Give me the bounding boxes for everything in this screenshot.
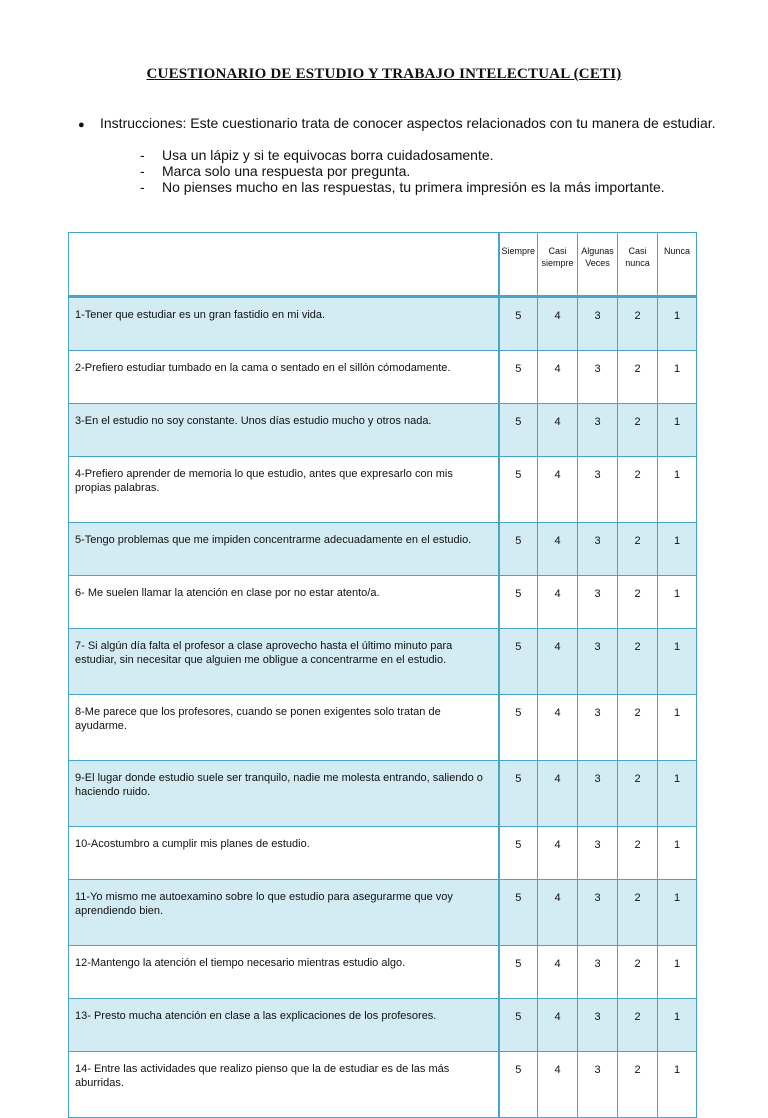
question-text: 3-En el estudio no soy constante. Unos días estudio mucho y otros nada. <box>69 404 499 457</box>
question-text: 14- Entre las actividades que realizo pienso que la de estudiar es de las más aburridas. <box>69 1052 499 1118</box>
answer-option-2[interactable]: 2 <box>618 351 658 404</box>
table-row <box>69 297 697 351</box>
answer-option-3[interactable]: 3 <box>578 523 618 576</box>
answer-option-2[interactable]: 2 <box>618 404 658 457</box>
answer-option-2[interactable]: 2 <box>618 946 658 999</box>
answer-option-4[interactable]: 4 <box>538 457 578 523</box>
answer-option-3[interactable]: 3 <box>578 695 618 761</box>
answer-option-2[interactable]: 2 <box>618 1052 658 1118</box>
answer-option-4[interactable]: 4 <box>538 761 578 827</box>
header-nunca: Nunca <box>658 233 697 297</box>
answer-option-1[interactable]: 1 <box>658 457 697 523</box>
instruction-item: - No pienses mucho en las respuestas, tu primera impresión es la más importante. <box>140 179 665 195</box>
answer-option-3[interactable]: 3 <box>578 761 618 827</box>
answer-option-2[interactable]: 2 <box>618 457 658 523</box>
answer-option-5[interactable]: 5 <box>499 827 538 880</box>
header-casi-siempre: Casi siempre <box>538 233 578 297</box>
table-header-row <box>69 233 697 297</box>
answer-option-3[interactable]: 3 <box>578 297 618 351</box>
answer-option-1[interactable]: 1 <box>658 297 697 351</box>
answer-option-1[interactable]: 1 <box>658 695 697 761</box>
answer-option-4[interactable]: 4 <box>538 404 578 457</box>
table-row <box>69 999 697 1052</box>
question-text: 10-Acostumbro a cumplir mis planes de estudio. <box>69 827 499 880</box>
table-row <box>69 761 697 827</box>
answer-option-4[interactable]: 4 <box>538 576 578 629</box>
answer-option-1[interactable]: 1 <box>658 827 697 880</box>
question-text: 12-Mantengo la atención el tiempo necesario mientras estudio algo. <box>69 946 499 999</box>
answer-option-4[interactable]: 4 <box>538 946 578 999</box>
table-row <box>69 457 697 523</box>
answer-option-1[interactable]: 1 <box>658 629 697 695</box>
answer-option-5[interactable]: 5 <box>499 999 538 1052</box>
answer-option-4[interactable]: 4 <box>538 999 578 1052</box>
answer-option-1[interactable]: 1 <box>658 761 697 827</box>
header-empty-cell <box>69 233 499 297</box>
question-text: 6- Me suelen llamar la atención en clase por no estar atento/a. <box>69 576 499 629</box>
answer-option-3[interactable]: 3 <box>578 629 618 695</box>
table-row <box>69 523 697 576</box>
answer-option-3[interactable]: 3 <box>578 404 618 457</box>
answer-option-3[interactable]: 3 <box>578 946 618 999</box>
answer-option-5[interactable]: 5 <box>499 946 538 999</box>
answer-option-4[interactable]: 4 <box>538 297 578 351</box>
table-row <box>69 404 697 457</box>
answer-option-2[interactable]: 2 <box>618 761 658 827</box>
question-text: 8-Me parece que los profesores, cuando se ponen exigentes solo tratan de ayudarme. <box>69 695 499 761</box>
question-text: 4-Prefiero aprender de memoria lo que estudio, antes que expresarlo con mis propias palabras. <box>69 457 499 523</box>
answer-option-3[interactable]: 3 <box>578 576 618 629</box>
question-text: 1-Tener que estudiar es un gran fastidio en mi vida. <box>69 297 499 351</box>
answer-option-5[interactable]: 5 <box>499 523 538 576</box>
answer-option-3[interactable]: 3 <box>578 999 618 1052</box>
instructions-text: Instrucciones: Este cuestionario trata de conocer aspectos relacionados con tu manera de estudiar. <box>100 115 716 131</box>
answer-option-1[interactable]: 1 <box>658 999 697 1052</box>
answer-option-5[interactable]: 5 <box>499 351 538 404</box>
instruction-item: - Marca solo una respuesta por pregunta. <box>140 163 411 179</box>
instruction-item: - Usa un lápiz y si te equivocas borra cuidadosamente. <box>140 147 494 163</box>
table-row <box>69 880 697 946</box>
answer-option-1[interactable]: 1 <box>658 946 697 999</box>
answer-option-2[interactable]: 2 <box>618 827 658 880</box>
question-text: 7- Si algún día falta el profesor a clase aprovecho hasta el último minuto para estudiar, sin necesitar que alguien me obligue a concentrarme en el estudio. <box>69 629 499 695</box>
answer-option-4[interactable]: 4 <box>538 695 578 761</box>
answer-option-3[interactable]: 3 <box>578 457 618 523</box>
question-text: 9-El lugar donde estudio suele ser tranquilo, nadie me molesta entrando, saliendo o haciendo ruido. <box>69 761 499 827</box>
answer-option-3[interactable]: 3 <box>578 880 618 946</box>
table-row <box>69 695 697 761</box>
answer-option-2[interactable]: 2 <box>618 999 658 1052</box>
question-text: 5-Tengo problemas que me impiden concentrarme adecuadamente en el estudio. <box>69 523 499 576</box>
bullet-icon: ● <box>78 119 85 131</box>
table-row <box>69 1052 697 1118</box>
answer-option-5[interactable]: 5 <box>499 297 538 351</box>
answer-option-4[interactable]: 4 <box>538 880 578 946</box>
answer-option-5[interactable]: 5 <box>499 576 538 629</box>
header-algunas-veces: Algunas Veces <box>578 233 618 297</box>
table-row <box>69 576 697 629</box>
answer-option-4[interactable]: 4 <box>538 351 578 404</box>
answer-option-4[interactable]: 4 <box>538 1052 578 1118</box>
answer-option-4[interactable]: 4 <box>538 827 578 880</box>
answer-option-5[interactable]: 5 <box>499 695 538 761</box>
table-row <box>69 827 697 880</box>
question-text: 13- Presto mucha atención en clase a las explicaciones de los profesores. <box>69 999 499 1052</box>
answer-option-2[interactable]: 2 <box>618 695 658 761</box>
table-row <box>69 629 697 695</box>
answer-option-1[interactable]: 1 <box>658 1052 697 1118</box>
question-text: 11-Yo mismo me autoexamino sobre lo que estudio para asegurarme que voy aprendiendo bien. <box>69 880 499 946</box>
answer-option-5[interactable]: 5 <box>499 629 538 695</box>
answer-option-2[interactable]: 2 <box>618 523 658 576</box>
answer-option-4[interactable]: 4 <box>538 629 578 695</box>
table-row <box>69 351 697 404</box>
answer-option-3[interactable]: 3 <box>578 827 618 880</box>
answer-option-3[interactable]: 3 <box>578 1052 618 1118</box>
instructions <box>78 115 716 131</box>
answer-option-1[interactable]: 1 <box>658 880 697 946</box>
answer-option-5[interactable]: 5 <box>499 457 538 523</box>
document-title: CUESTIONARIO DE ESTUDIO Y TRABAJO INTELECTUAL (CETI) <box>146 66 622 82</box>
question-text: 2-Prefiero estudiar tumbado en la cama o sentado en el sillón cómodamente. <box>69 351 499 404</box>
header-casi-nunca: Casi nunca <box>618 233 658 297</box>
answer-option-1[interactable]: 1 <box>658 404 697 457</box>
answer-option-5[interactable]: 5 <box>499 761 538 827</box>
answer-option-5[interactable]: 5 <box>499 404 538 457</box>
answer-option-3[interactable]: 3 <box>578 351 618 404</box>
answer-option-2[interactable]: 2 <box>618 297 658 351</box>
answer-option-5[interactable]: 5 <box>499 1052 538 1118</box>
answer-option-1[interactable]: 1 <box>658 351 697 404</box>
instruction-list <box>140 147 665 195</box>
answer-option-4[interactable]: 4 <box>538 523 578 576</box>
answer-option-2[interactable]: 2 <box>618 880 658 946</box>
answer-option-1[interactable]: 1 <box>658 576 697 629</box>
answer-option-2[interactable]: 2 <box>618 576 658 629</box>
answer-option-2[interactable]: 2 <box>618 629 658 695</box>
answer-option-5[interactable]: 5 <box>499 880 538 946</box>
questionnaire-table <box>68 232 697 1118</box>
header-siempre: Siempre <box>499 233 538 297</box>
table-row <box>69 946 697 999</box>
answer-option-1[interactable]: 1 <box>658 523 697 576</box>
